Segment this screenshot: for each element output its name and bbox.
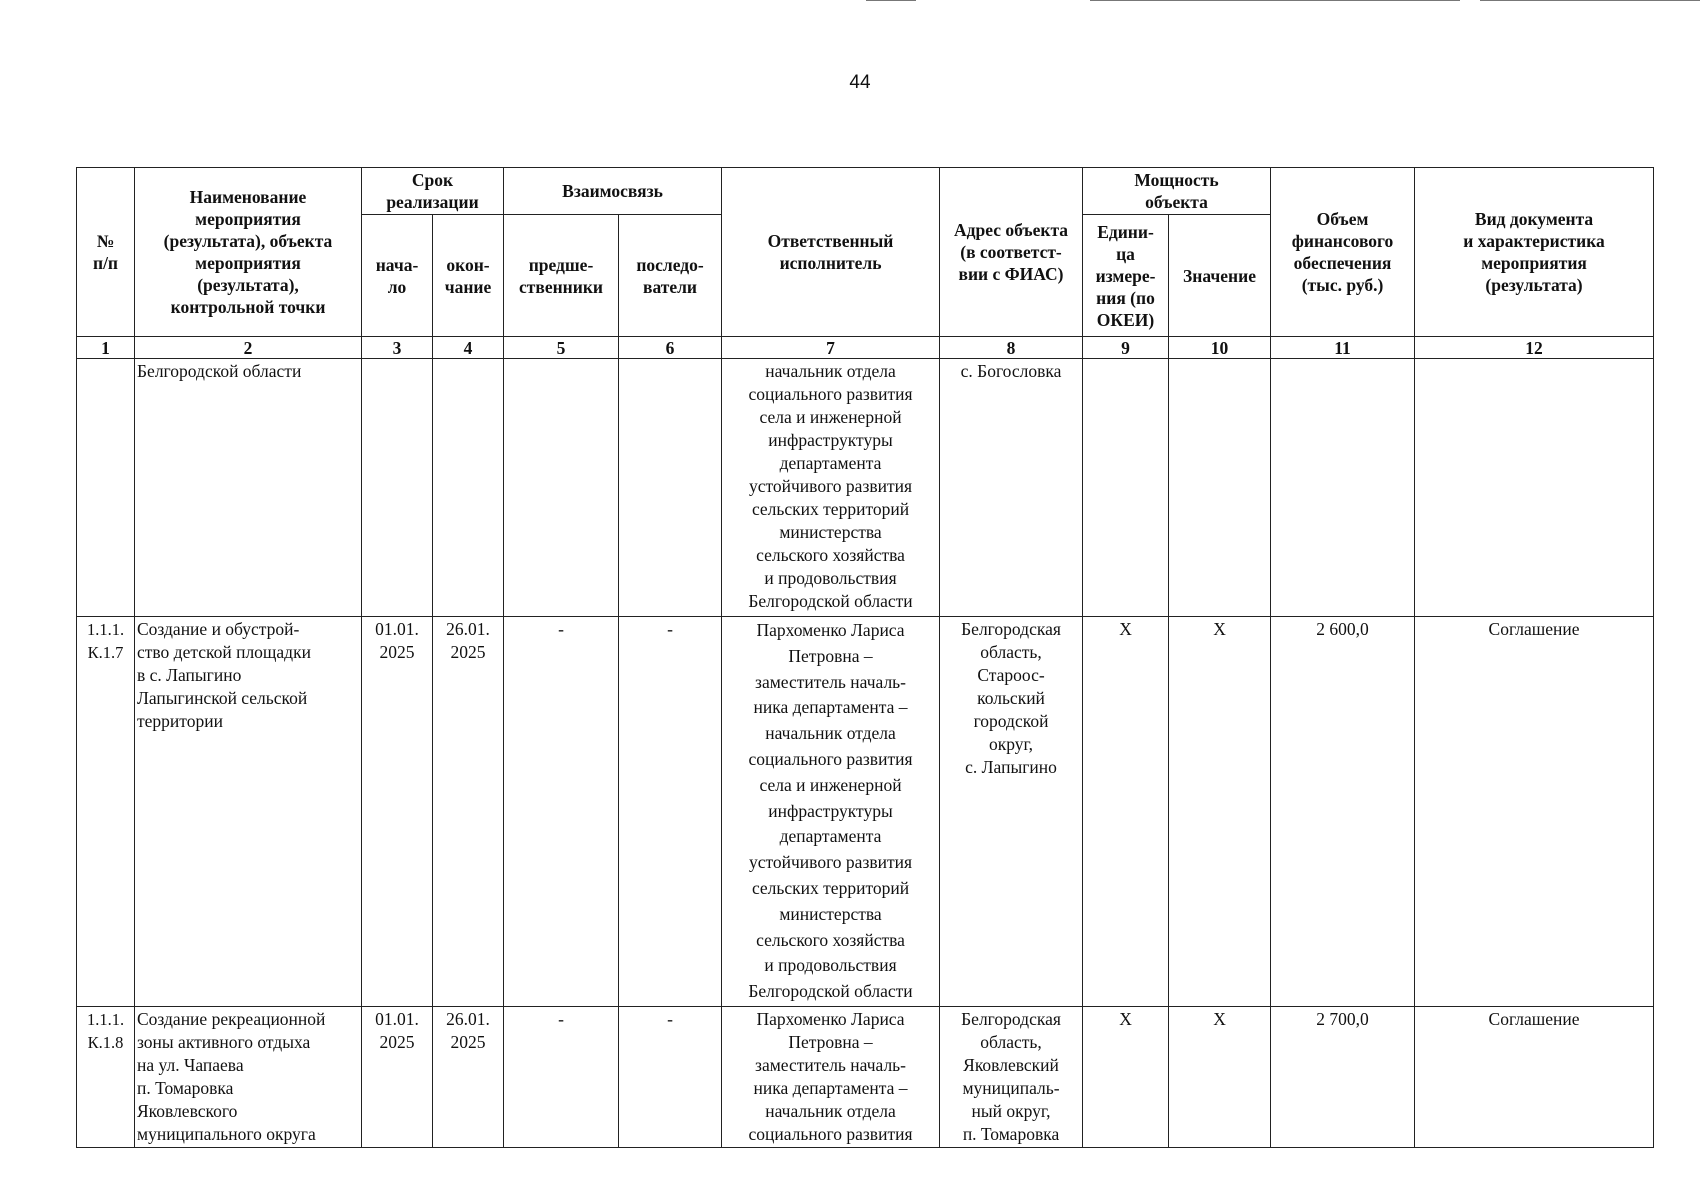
cell-start: 01.01. 2025 xyxy=(362,617,433,1007)
header-row-1 xyxy=(77,168,1654,215)
column-number: 6 xyxy=(619,337,722,359)
cell-end xyxy=(433,359,504,617)
column-number: 3 xyxy=(362,337,433,359)
scan-artifact-line xyxy=(1480,0,1700,1)
cell-successors xyxy=(619,359,722,617)
header-unit: Едини- ца измере- ния (по ОКЕИ) xyxy=(1083,215,1169,337)
cell-executor: Пархоменко Лариса Петровна – заместитель началь- ника департамента – начальник отдела социального развития xyxy=(722,1006,940,1147)
cell-predecessors xyxy=(504,359,619,617)
column-number: 7 xyxy=(722,337,940,359)
table-row xyxy=(77,617,1654,1007)
cell-value: Х xyxy=(1169,617,1271,1007)
column-number-row xyxy=(77,337,1654,359)
cell-document: Соглашение xyxy=(1415,617,1654,1007)
cell-num xyxy=(77,359,135,617)
cell-finance xyxy=(1271,359,1415,617)
header-address: Адрес объекта (в соответст- вии с ФИАС) xyxy=(940,168,1083,337)
cell-address: Белгородская область, Староос- кольский городской округ, с. Лапыгино xyxy=(940,617,1083,1007)
column-number: 10 xyxy=(1169,337,1271,359)
cell-name: Создание и обустрой- ство детской площадки в с. Лапыгино Лапыгинской сельской территории xyxy=(135,617,362,1007)
cell-start xyxy=(362,359,433,617)
column-number: 11 xyxy=(1271,337,1415,359)
cell-executor: начальник отдела социального развития села и инженерной инфраструктуры департамента устойчивого развития сельских территорий министерства сельского хозяйства и продовольствия Белгородской области xyxy=(722,359,940,617)
cell-document xyxy=(1415,359,1654,617)
header-start: нача- ло xyxy=(362,215,433,337)
header-successors: последо- ватели xyxy=(619,215,722,337)
cell-finance: 2 600,0 xyxy=(1271,617,1415,1007)
cell-document: Соглашение xyxy=(1415,1006,1654,1147)
table-row xyxy=(77,1006,1654,1147)
header-end: окон- чание xyxy=(433,215,504,337)
cell-unit: Х xyxy=(1083,617,1169,1007)
header-document: Вид документа и характеристика мероприятия (результата) xyxy=(1415,168,1654,337)
column-number: 9 xyxy=(1083,337,1169,359)
cell-unit: Х xyxy=(1083,1006,1169,1147)
table-row xyxy=(77,359,1654,617)
cell-name: Белгородской области xyxy=(135,359,362,617)
header-executor: Ответственный исполнитель xyxy=(722,168,940,337)
cell-address: Белгородская область, Яковлевский муниципаль- ный округ, п. Томаровка xyxy=(940,1006,1083,1147)
plan-table xyxy=(76,167,1654,1148)
cell-successors: - xyxy=(619,617,722,1007)
cell-successors: - xyxy=(619,1006,722,1147)
header-group-vzaimosvyaz: Взаимосвязь xyxy=(504,168,722,215)
column-number: 1 xyxy=(77,337,135,359)
cell-end: 26.01. 2025 xyxy=(433,617,504,1007)
page-number: 44 xyxy=(849,72,871,93)
header-name: Наименование мероприятия (результата), объекта мероприятия (результата), контрольной точки xyxy=(135,168,362,337)
scan-artifact-line xyxy=(1090,0,1460,1)
cell-unit xyxy=(1083,359,1169,617)
header-predecessors: предше- ственники xyxy=(504,215,619,337)
cell-end: 26.01. 2025 xyxy=(433,1006,504,1147)
column-number: 2 xyxy=(135,337,362,359)
scan-artifact-line xyxy=(866,0,916,1)
header-group-srok: Срок реализации xyxy=(362,168,504,215)
cell-start: 01.01. 2025 xyxy=(362,1006,433,1147)
column-number: 5 xyxy=(504,337,619,359)
cell-value: Х xyxy=(1169,1006,1271,1147)
header-finance: Объем финансового обеспечения (тыс. руб.) xyxy=(1271,168,1415,337)
cell-num: 1.1.1. К.1.8 xyxy=(77,1006,135,1147)
cell-executor: Пархоменко Лариса Петровна – заместитель началь- ника департамента – начальник отдела социального развития села и инженерной инфраструктуры департамента устойчивого развития сельских территорий министерства сельского хозяйства и продовольствия Белгородской области xyxy=(722,617,940,1007)
header-group-moshchnost: Мощность объекта xyxy=(1083,168,1271,215)
cell-num: 1.1.1. К.1.7 xyxy=(77,617,135,1007)
cell-address: с. Богословка xyxy=(940,359,1083,617)
cell-predecessors: - xyxy=(504,1006,619,1147)
cell-predecessors: - xyxy=(504,617,619,1007)
column-number: 4 xyxy=(433,337,504,359)
column-number: 12 xyxy=(1415,337,1654,359)
header-value: Значение xyxy=(1169,215,1271,337)
cell-value xyxy=(1169,359,1271,617)
column-number: 8 xyxy=(940,337,1083,359)
cell-name: Создание рекреационной зоны активного отдыха на ул. Чапаева п. Томаровка Яковлевского муниципального округа xyxy=(135,1006,362,1147)
cell-finance: 2 700,0 xyxy=(1271,1006,1415,1147)
header-num: № п/п xyxy=(77,168,135,337)
